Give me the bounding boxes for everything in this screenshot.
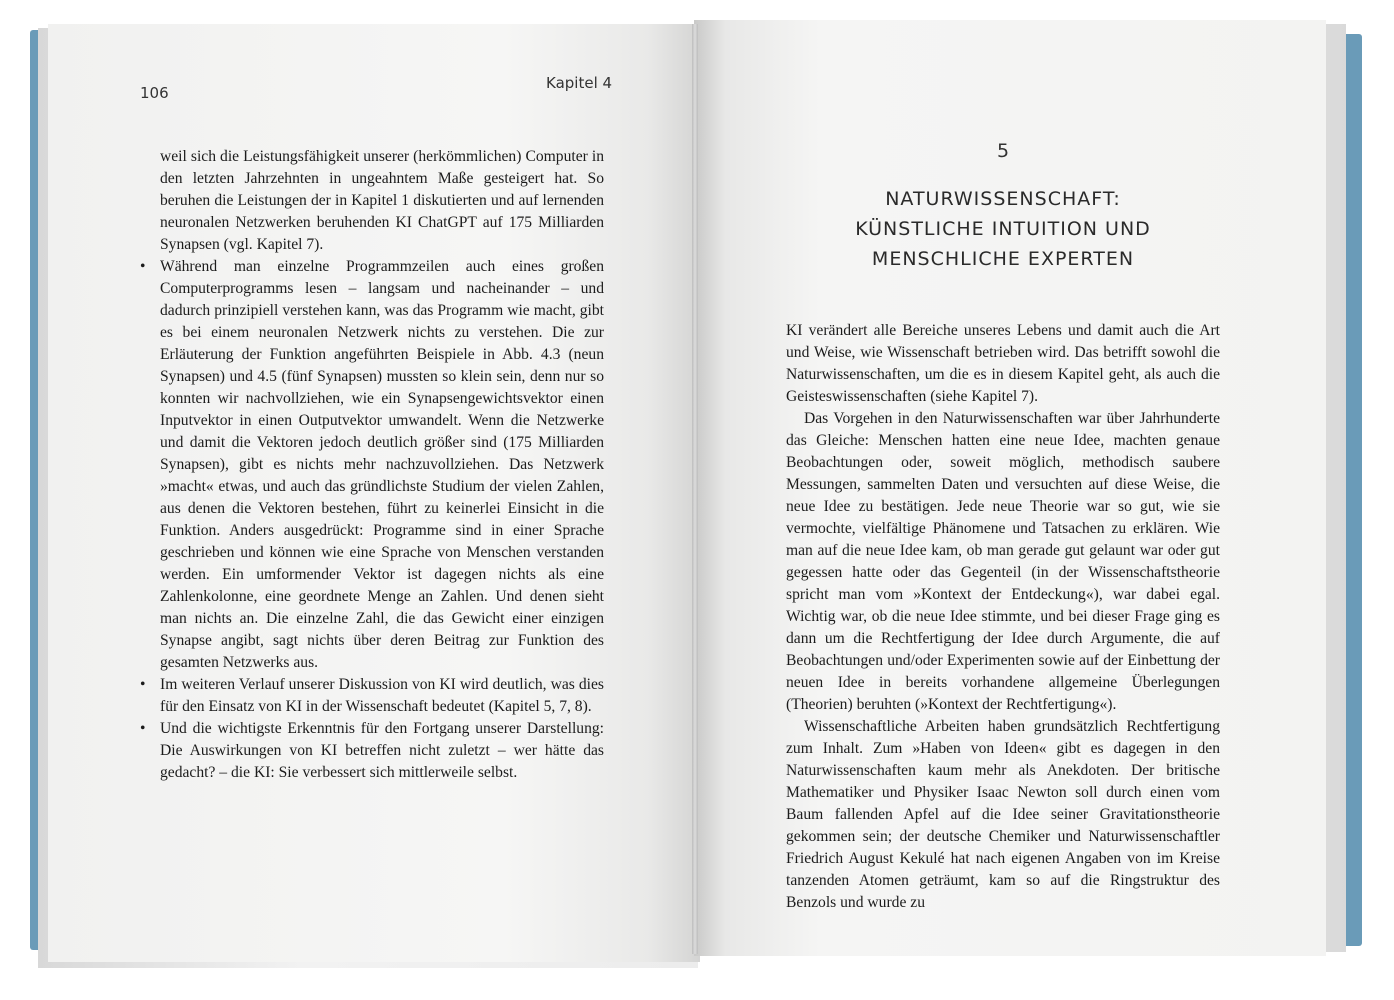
chapter-title [786, 184, 1220, 274]
chapter-number: 5 [996, 140, 1010, 162]
chapter-title-line: KÜNSTLICHE INTUITION UND [855, 218, 1151, 240]
paragraph: Das Vorgehen in den Naturwissenschaften war über Jahrhunderte das Gleiche: Menschen hatten eine neue Idee, machten genaue Beobachtungen oder, soweit möglich, methodisch saubere Messungen, sammelten Daten und versuchten auf diese Weise, die neue Idee zu bestätigen. Jede neue Theorie war so gut, wie sie vermochte, vielfältige Phänomene und Tatsachen zu erklären. Wie man auf die neue Idee kam, ob man gerade gut gelaunt war oder gut gegessen hatte oder das Gegenteil (in der Wissenschaftstheorie spricht man vom »Kontext der Entdeckung«), war dabei egal. Wichtig war, ob die neue Idee stimmte, und bei dieser Frage ging es dann um die Rechtfertigung der Idee durch Argumente, die auf Beobachtungen und/oder Experimenten sowie auf der Einbettung der neuen Idee in bereits vorhandene allgemeine Überlegungen (Theorien) beruhten (»Kontext der Rechtfertigung«). [786, 410, 1220, 713]
chapter-title-line: NATURWISSENSCHAFT: [885, 188, 1121, 210]
page-number: 106 [140, 84, 169, 102]
paragraph: KI verändert alle Bereiche unseres Lebens und damit auch die Art und Weise, wie Wissenschaft betrieben wird. Das betrifft sowohl die Naturwissenschaften, um die es in diesem Kapitel geht, als auch die Geisteswissenschaften (siehe Kapitel 7). [786, 322, 1220, 405]
list-item: • Während man einzelne Programmzeilen auch eines großen Computerprogramms lesen – langsam und nacheinander – und dadurch prinzipiell verstehen kann, was das Programm wie macht, gibt es bei einem neuronalen Netzwerk nichts zu verstehen. Die zur Erläuterung der Funktion angeführten Beispiele in Abb. 4.3 (neun Synapsen) und 4.5 (fünf Synapsen) mussten so klein sein, denn nur so konnten wir nachvollziehen, wie ein Synapsengewichtsvektor einen Inputvektor in einen Outputvektor umwandelt. Wenn die Netzwerke und damit die Vektoren jedoch deutlich größer sind (175 Milliarden Synapsen), gibt es nichts mehr nachzuvollziehen. Das Netzwerk »macht« etwas, und auch das gründlichste Studium der vielen Zahlen, aus denen die Vektoren bestehen, führt zu keinerlei Einsicht in die Funktion. Anders ausgedrückt: Programme sind in einer Sprache geschrieben und können wie eine Sprache von Menschen verstanden werden. Ein umformender Vektor ist dagegen nichts als eine Zahlenkolonne, eine geordnete Menge an Zahlen. Und denen sieht man nichts an. Die einzelne Zahl, die das Gewicht einer einzigen Synapse angibt, sagt nichts über deren Beitrag zur Funktion des gesamten Netzwerks aus. [160, 256, 604, 674]
left-page-text [160, 146, 604, 784]
chapter-title-line: MENSCHLICHE EXPERTEN [871, 248, 1135, 270]
book-gutter [692, 24, 698, 954]
running-head: Kapitel 4 [546, 74, 613, 92]
right-page-text [786, 320, 1220, 914]
bullet-list [160, 256, 604, 784]
continuation-paragraph: weil sich die Leistungsfähigkeit unserer (herkömmlichen) Computer in den letzten Jahrzehnten in ungeahntem Maße gesteigert hat. So beruhen die Leistungen der in Kapitel 1 diskutierten und auf lernenden neuronalen Netzwerken beruhenden KI ChatGPT auf 175 Milliarden Synapsen (vgl. Kapitel 7). [160, 148, 604, 253]
paragraph: Wissenschaftliche Arbeiten haben grundsätzlich Rechtfertigung zum Inhalt. Zum »Haben von Ideen« gibt es dagegen in den Naturwissenschaften kaum mehr als Anekdoten. Der britische Mathematiker und Physiker Isaac Newton soll durch einen vom Baum fallenden Apfel auf die Idee seiner Gravitationstheorie gekommen sein; der deutsche Chemiker und Naturwissenschaftler Friedrich August Kekulé hat nach eigenen Angaben von im Kreise tanzenden Atomen geträumt, kam so auf die Ringstruktur des Benzols und wurde zu [786, 718, 1220, 911]
list-item: • Und die wichtigste Erkenntnis für den Fortgang unserer Darstellung: Die Auswirkungen von KI betreffen nicht zuletzt – wer hätte das gedacht? – die KI: Sie verbessert sich mittlerweile selbst. [160, 718, 604, 784]
list-item: • Im weiteren Verlauf unserer Diskussion von KI wird deutlich, was dies für den Einsatz von KI in der Wissenschaft bedeutet (Kapitel 5, 7, 8). [160, 674, 604, 718]
